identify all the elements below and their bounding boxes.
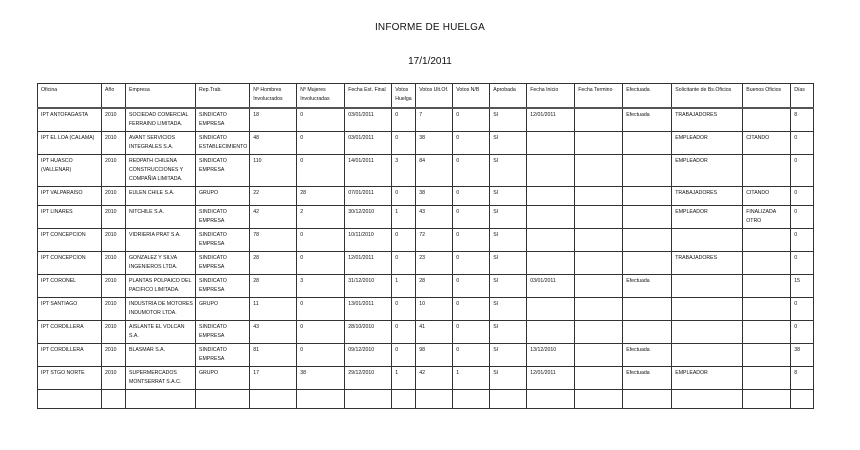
cell-fecha-inicio: 03/01/2011 bbox=[527, 275, 575, 298]
cell-hombres: 48 bbox=[250, 132, 297, 155]
cell-fecha-est-final: 30/12/2010 bbox=[345, 206, 392, 229]
cell-buenos-oficios bbox=[743, 108, 791, 132]
cell-fecha-inicio bbox=[527, 298, 575, 321]
cell-votos-huelga: 1 bbox=[392, 206, 416, 229]
cell-empresa: REDPATH CHILENA CONSTRUCCIONES Y COMPAÑIA LIMITADA. bbox=[126, 155, 196, 187]
cell-solicitante bbox=[672, 344, 743, 367]
cell-efectuada: Efectuada bbox=[623, 275, 672, 298]
cell-rep-trab: SINDICATO EMPRESA bbox=[196, 252, 250, 275]
cell-mujeres: 0 bbox=[297, 108, 345, 132]
table-row bbox=[38, 108, 814, 132]
column-header-efectuada: Efectuada bbox=[623, 84, 672, 109]
cell-votos-nb bbox=[453, 390, 490, 409]
cell-votos-nb: 0 bbox=[453, 252, 490, 275]
cell-dias: 8 bbox=[791, 108, 814, 132]
cell-empresa: NITCHILE S.A. bbox=[126, 206, 196, 229]
cell-aprobada: SI bbox=[490, 298, 527, 321]
cell-fecha-termino bbox=[575, 155, 623, 187]
cell-mujeres bbox=[297, 390, 345, 409]
column-header-dias: Días bbox=[791, 84, 814, 109]
cell-efectuada bbox=[623, 321, 672, 344]
table-row bbox=[38, 367, 814, 390]
report-title: INFORME DE HUELGA bbox=[374, 22, 486, 33]
cell-buenos-oficios: CITANDO bbox=[743, 187, 791, 206]
cell-fecha-est-final: 28/10/2010 bbox=[345, 321, 392, 344]
cell-mujeres: 0 bbox=[297, 298, 345, 321]
cell-votos-nb: 0 bbox=[453, 155, 490, 187]
cell-anio: 2010 bbox=[102, 252, 126, 275]
cell-efectuada bbox=[623, 252, 672, 275]
cell-fecha-termino bbox=[575, 252, 623, 275]
table-row bbox=[38, 321, 814, 344]
cell-dias: 8 bbox=[791, 367, 814, 390]
cell-buenos-oficios: FINALIZADA OTRO bbox=[743, 206, 791, 229]
table-row bbox=[38, 155, 814, 187]
cell-buenos-oficios bbox=[743, 275, 791, 298]
cell-fecha-termino bbox=[575, 187, 623, 206]
cell-solicitante: TRABAJADORES bbox=[672, 108, 743, 132]
cell-anio: 2010 bbox=[102, 321, 126, 344]
cell-aprobada bbox=[490, 390, 527, 409]
cell-anio bbox=[102, 390, 126, 409]
cell-fecha-termino bbox=[575, 321, 623, 344]
cell-fecha-inicio bbox=[527, 206, 575, 229]
table-body bbox=[38, 108, 814, 409]
cell-aprobada: SI bbox=[490, 321, 527, 344]
cell-hombres: 43 bbox=[250, 321, 297, 344]
cell-votos-huelga: 0 bbox=[392, 344, 416, 367]
cell-empresa: SOCIEDAD COMERCIAL FERRAINO LIMITADA. bbox=[126, 108, 196, 132]
cell-aprobada: SI bbox=[490, 275, 527, 298]
cell-buenos-oficios bbox=[743, 321, 791, 344]
cell-buenos-oficios bbox=[743, 252, 791, 275]
cell-oficina: IPT CONCEPCION bbox=[38, 229, 102, 252]
cell-efectuada: Efectuada bbox=[623, 367, 672, 390]
cell-votos-ult-of: 42 bbox=[416, 367, 453, 390]
cell-aprobada: SI bbox=[490, 206, 527, 229]
cell-dias: 0 bbox=[791, 155, 814, 187]
column-header-fecha-est-final: Fecha Est. Final bbox=[345, 84, 392, 109]
cell-empresa bbox=[126, 390, 196, 409]
table-row bbox=[38, 275, 814, 298]
cell-fecha-termino bbox=[575, 344, 623, 367]
cell-oficina: IPT LINARES bbox=[38, 206, 102, 229]
cell-solicitante bbox=[672, 390, 743, 409]
cell-anio: 2010 bbox=[102, 229, 126, 252]
cell-anio: 2010 bbox=[102, 344, 126, 367]
cell-mujeres: 0 bbox=[297, 321, 345, 344]
column-header-mujeres: Nº Mujeres Involucradas bbox=[297, 84, 345, 109]
cell-buenos-oficios bbox=[743, 344, 791, 367]
cell-fecha-termino bbox=[575, 298, 623, 321]
cell-efectuada: Efectuada bbox=[623, 108, 672, 132]
cell-dias: 0 bbox=[791, 229, 814, 252]
cell-votos-nb: 0 bbox=[453, 344, 490, 367]
cell-efectuada bbox=[623, 155, 672, 187]
column-header-anio: Año bbox=[102, 84, 126, 109]
cell-fecha-inicio bbox=[527, 390, 575, 409]
cell-fecha-est-final: 03/01/2011 bbox=[345, 132, 392, 155]
cell-votos-ult-of: 43 bbox=[416, 206, 453, 229]
cell-efectuada bbox=[623, 229, 672, 252]
cell-rep-trab: SINDICATO EMPRESA bbox=[196, 206, 250, 229]
cell-votos-ult-of: 28 bbox=[416, 275, 453, 298]
cell-votos-ult-of: 38 bbox=[416, 132, 453, 155]
cell-fecha-inicio bbox=[527, 132, 575, 155]
column-header-aprobada: Aprobada bbox=[490, 84, 527, 109]
cell-hombres: 28 bbox=[250, 252, 297, 275]
column-header-hombres: Nº Hombres Involucrados bbox=[250, 84, 297, 109]
cell-fecha-est-final: 31/12/2010 bbox=[345, 275, 392, 298]
cell-rep-trab bbox=[196, 390, 250, 409]
cell-aprobada: SI bbox=[490, 252, 527, 275]
cell-efectuada bbox=[623, 187, 672, 206]
cell-empresa: AVANT SERVICIOS INTEGRALES S.A. bbox=[126, 132, 196, 155]
cell-votos-nb: 0 bbox=[453, 321, 490, 344]
cell-dias: 0 bbox=[791, 298, 814, 321]
cell-dias: 0 bbox=[791, 252, 814, 275]
table-row bbox=[38, 229, 814, 252]
strike-report-table bbox=[37, 83, 814, 409]
table-row bbox=[38, 252, 814, 275]
cell-oficina: IPT HUASCO (VALLENAR) bbox=[38, 155, 102, 187]
cell-empresa: INDUSTRIA DE MOTORES INDUMOTOR LTDA. bbox=[126, 298, 196, 321]
cell-buenos-oficios bbox=[743, 155, 791, 187]
cell-votos-ult-of: 23 bbox=[416, 252, 453, 275]
cell-oficina: IPT CORDILLERA bbox=[38, 344, 102, 367]
cell-empresa: PLANTAS POLPAICO DEL PACIFICO LIMITADA. bbox=[126, 275, 196, 298]
cell-oficina: IPT STGO NORTE bbox=[38, 367, 102, 390]
cell-solicitante: TRABAJADORES bbox=[672, 187, 743, 206]
cell-rep-trab: SINDICATO EMPRESA bbox=[196, 155, 250, 187]
cell-rep-trab: SINDICATO EMPRESA bbox=[196, 229, 250, 252]
cell-oficina bbox=[38, 390, 102, 409]
table-row bbox=[38, 206, 814, 229]
cell-mujeres: 0 bbox=[297, 155, 345, 187]
cell-fecha-termino bbox=[575, 275, 623, 298]
cell-votos-nb: 0 bbox=[453, 298, 490, 321]
cell-hombres: 28 bbox=[250, 275, 297, 298]
cell-efectuada bbox=[623, 132, 672, 155]
cell-fecha-inicio bbox=[527, 229, 575, 252]
cell-mujeres: 28 bbox=[297, 187, 345, 206]
column-header-votos-nb: Votos N/B bbox=[453, 84, 490, 109]
cell-aprobada: SI bbox=[490, 108, 527, 132]
cell-empresa: VIDRIERIA PRAT S.A. bbox=[126, 229, 196, 252]
cell-hombres bbox=[250, 390, 297, 409]
cell-solicitante: TRABAJADORES bbox=[672, 252, 743, 275]
cell-buenos-oficios bbox=[743, 298, 791, 321]
cell-solicitante bbox=[672, 275, 743, 298]
cell-votos-huelga: 0 bbox=[392, 132, 416, 155]
cell-dias: 0 bbox=[791, 206, 814, 229]
cell-empresa: SUPERMERCADOS MONTSERRAT S.A.C. bbox=[126, 367, 196, 390]
report-date: 17/1/2011 bbox=[408, 56, 452, 67]
cell-aprobada: SI bbox=[490, 344, 527, 367]
cell-votos-ult-of: 84 bbox=[416, 155, 453, 187]
cell-hombres: 42 bbox=[250, 206, 297, 229]
cell-efectuada bbox=[623, 206, 672, 229]
cell-fecha-est-final bbox=[345, 390, 392, 409]
cell-fecha-inicio bbox=[527, 321, 575, 344]
cell-hombres: 78 bbox=[250, 229, 297, 252]
column-header-empresa: Empresa bbox=[126, 84, 196, 109]
table-row bbox=[38, 298, 814, 321]
cell-fecha-est-final: 14/01/2011 bbox=[345, 155, 392, 187]
cell-fecha-inicio bbox=[527, 155, 575, 187]
cell-rep-trab: SINDICATO EMPRESA bbox=[196, 275, 250, 298]
cell-empresa: EULEN CHILE S.A. bbox=[126, 187, 196, 206]
cell-oficina: IPT EL LOA (CALAMA) bbox=[38, 132, 102, 155]
cell-oficina: IPT CORONEL bbox=[38, 275, 102, 298]
cell-solicitante: EMPLEADOR bbox=[672, 132, 743, 155]
cell-rep-trab: GRUPO bbox=[196, 367, 250, 390]
cell-votos-nb: 0 bbox=[453, 229, 490, 252]
cell-anio: 2010 bbox=[102, 367, 126, 390]
cell-votos-huelga bbox=[392, 390, 416, 409]
cell-anio: 2010 bbox=[102, 206, 126, 229]
cell-solicitante: EMPLEADOR bbox=[672, 367, 743, 390]
cell-solicitante: EMPLEADOR bbox=[672, 206, 743, 229]
cell-anio: 2010 bbox=[102, 298, 126, 321]
cell-mujeres: 2 bbox=[297, 206, 345, 229]
column-header-solicitante: Solicitante de Bs.Oficios bbox=[672, 84, 743, 109]
cell-buenos-oficios bbox=[743, 229, 791, 252]
table-row bbox=[38, 132, 814, 155]
cell-aprobada: SI bbox=[490, 367, 527, 390]
cell-fecha-est-final: 13/01/2011 bbox=[345, 298, 392, 321]
cell-votos-nb: 1 bbox=[453, 367, 490, 390]
cell-hombres: 17 bbox=[250, 367, 297, 390]
cell-fecha-inicio bbox=[527, 252, 575, 275]
cell-dias: 0 bbox=[791, 132, 814, 155]
cell-fecha-est-final: 09/12/2010 bbox=[345, 344, 392, 367]
cell-dias bbox=[791, 390, 814, 409]
cell-oficina: IPT ANTOFAGASTA bbox=[38, 108, 102, 132]
cell-votos-nb: 0 bbox=[453, 108, 490, 132]
cell-fecha-inicio: 13/12/2010 bbox=[527, 344, 575, 367]
cell-dias: 15 bbox=[791, 275, 814, 298]
cell-hombres: 81 bbox=[250, 344, 297, 367]
cell-aprobada: SI bbox=[490, 187, 527, 206]
cell-votos-ult-of: 98 bbox=[416, 344, 453, 367]
cell-votos-ult-of: 7 bbox=[416, 108, 453, 132]
cell-votos-nb: 0 bbox=[453, 187, 490, 206]
cell-votos-ult-of: 38 bbox=[416, 187, 453, 206]
cell-rep-trab: SINDICATO EMPRESA bbox=[196, 321, 250, 344]
cell-anio: 2010 bbox=[102, 187, 126, 206]
cell-fecha-termino bbox=[575, 206, 623, 229]
column-header-votos-ult-of: Votos Ult.Of. bbox=[416, 84, 453, 109]
cell-buenos-oficios bbox=[743, 390, 791, 409]
cell-votos-ult-of: 10 bbox=[416, 298, 453, 321]
table-header bbox=[38, 84, 814, 109]
cell-votos-huelga: 0 bbox=[392, 187, 416, 206]
table-row bbox=[38, 390, 814, 409]
cell-oficina: IPT VALPARAISO bbox=[38, 187, 102, 206]
table-row bbox=[38, 187, 814, 206]
cell-solicitante bbox=[672, 298, 743, 321]
cell-fecha-termino bbox=[575, 390, 623, 409]
cell-oficina: IPT CONCEPCION bbox=[38, 252, 102, 275]
cell-fecha-termino bbox=[575, 132, 623, 155]
cell-fecha-est-final: 10/11/2010 bbox=[345, 229, 392, 252]
cell-mujeres: 0 bbox=[297, 344, 345, 367]
cell-efectuada bbox=[623, 390, 672, 409]
cell-rep-trab: GRUPO bbox=[196, 187, 250, 206]
cell-aprobada: SI bbox=[490, 132, 527, 155]
cell-empresa: GONZALEZ Y SILVA INGENIEROS LTDA. bbox=[126, 252, 196, 275]
cell-solicitante bbox=[672, 229, 743, 252]
cell-hombres: 22 bbox=[250, 187, 297, 206]
cell-empresa: AISLANTE EL VOLCAN S.A. bbox=[126, 321, 196, 344]
cell-votos-huelga: 1 bbox=[392, 367, 416, 390]
cell-solicitante: EMPLEADOR bbox=[672, 155, 743, 187]
cell-mujeres: 3 bbox=[297, 275, 345, 298]
cell-solicitante bbox=[672, 321, 743, 344]
cell-rep-trab: SINDICATO ESTABLECIMIENTO bbox=[196, 132, 250, 155]
cell-rep-trab: GRUPO bbox=[196, 298, 250, 321]
column-header-rep-trab: Rep.Trab. bbox=[196, 84, 250, 109]
column-header-buenos-oficios: Buenos Oficios bbox=[743, 84, 791, 109]
cell-buenos-oficios bbox=[743, 367, 791, 390]
cell-votos-ult-of: 41 bbox=[416, 321, 453, 344]
cell-dias: 0 bbox=[791, 187, 814, 206]
header-row bbox=[38, 84, 814, 109]
cell-mujeres: 0 bbox=[297, 229, 345, 252]
cell-mujeres: 38 bbox=[297, 367, 345, 390]
cell-fecha-est-final: 03/01/2011 bbox=[345, 108, 392, 132]
table-row bbox=[38, 344, 814, 367]
cell-oficina: IPT SANTIAGO bbox=[38, 298, 102, 321]
cell-mujeres: 0 bbox=[297, 132, 345, 155]
cell-rep-trab: SINDICATO EMPRESA bbox=[196, 344, 250, 367]
cell-votos-huelga: 1 bbox=[392, 275, 416, 298]
cell-mujeres: 0 bbox=[297, 252, 345, 275]
cell-fecha-inicio: 12/01/2011 bbox=[527, 367, 575, 390]
cell-votos-ult-of: 72 bbox=[416, 229, 453, 252]
cell-fecha-inicio bbox=[527, 187, 575, 206]
cell-votos-huelga: 0 bbox=[392, 229, 416, 252]
cell-votos-huelga: 3 bbox=[392, 155, 416, 187]
cell-hombres: 18 bbox=[250, 108, 297, 132]
cell-dias: 38 bbox=[791, 344, 814, 367]
cell-votos-huelga: 0 bbox=[392, 108, 416, 132]
cell-fecha-inicio: 12/01/2011 bbox=[527, 108, 575, 132]
cell-votos-nb: 0 bbox=[453, 206, 490, 229]
cell-anio: 2010 bbox=[102, 108, 126, 132]
cell-aprobada: SI bbox=[490, 155, 527, 187]
cell-votos-huelga: 0 bbox=[392, 298, 416, 321]
cell-votos-nb: 0 bbox=[453, 132, 490, 155]
cell-votos-nb: 0 bbox=[453, 275, 490, 298]
column-header-fecha-termino: Fecha Termino bbox=[575, 84, 623, 109]
cell-oficina: IPT CORDILLERA bbox=[38, 321, 102, 344]
cell-anio: 2010 bbox=[102, 155, 126, 187]
cell-fecha-termino bbox=[575, 367, 623, 390]
cell-aprobada: SI bbox=[490, 229, 527, 252]
cell-rep-trab: SINDICATO EMPRESA bbox=[196, 108, 250, 132]
cell-dias: 0 bbox=[791, 321, 814, 344]
cell-empresa: BLASMAR S.A. bbox=[126, 344, 196, 367]
cell-fecha-est-final: 29/12/2010 bbox=[345, 367, 392, 390]
cell-votos-ult-of bbox=[416, 390, 453, 409]
cell-anio: 2010 bbox=[102, 132, 126, 155]
cell-votos-huelga: 0 bbox=[392, 321, 416, 344]
cell-efectuada bbox=[623, 298, 672, 321]
column-header-votos-huelga: Votos Huelga bbox=[392, 84, 416, 109]
column-header-fecha-inicio: Fecha Inicio bbox=[527, 84, 575, 109]
cell-fecha-termino bbox=[575, 229, 623, 252]
cell-fecha-est-final: 07/01/2011 bbox=[345, 187, 392, 206]
cell-anio: 2010 bbox=[102, 275, 126, 298]
cell-efectuada: Efectuada bbox=[623, 344, 672, 367]
cell-hombres: 11 bbox=[250, 298, 297, 321]
cell-votos-huelga: 0 bbox=[392, 252, 416, 275]
column-header-oficina: Oficina bbox=[38, 84, 102, 109]
cell-fecha-est-final: 12/01/2011 bbox=[345, 252, 392, 275]
cell-hombres: 110 bbox=[250, 155, 297, 187]
cell-buenos-oficios: CITANDO bbox=[743, 132, 791, 155]
cell-fecha-termino bbox=[575, 108, 623, 132]
